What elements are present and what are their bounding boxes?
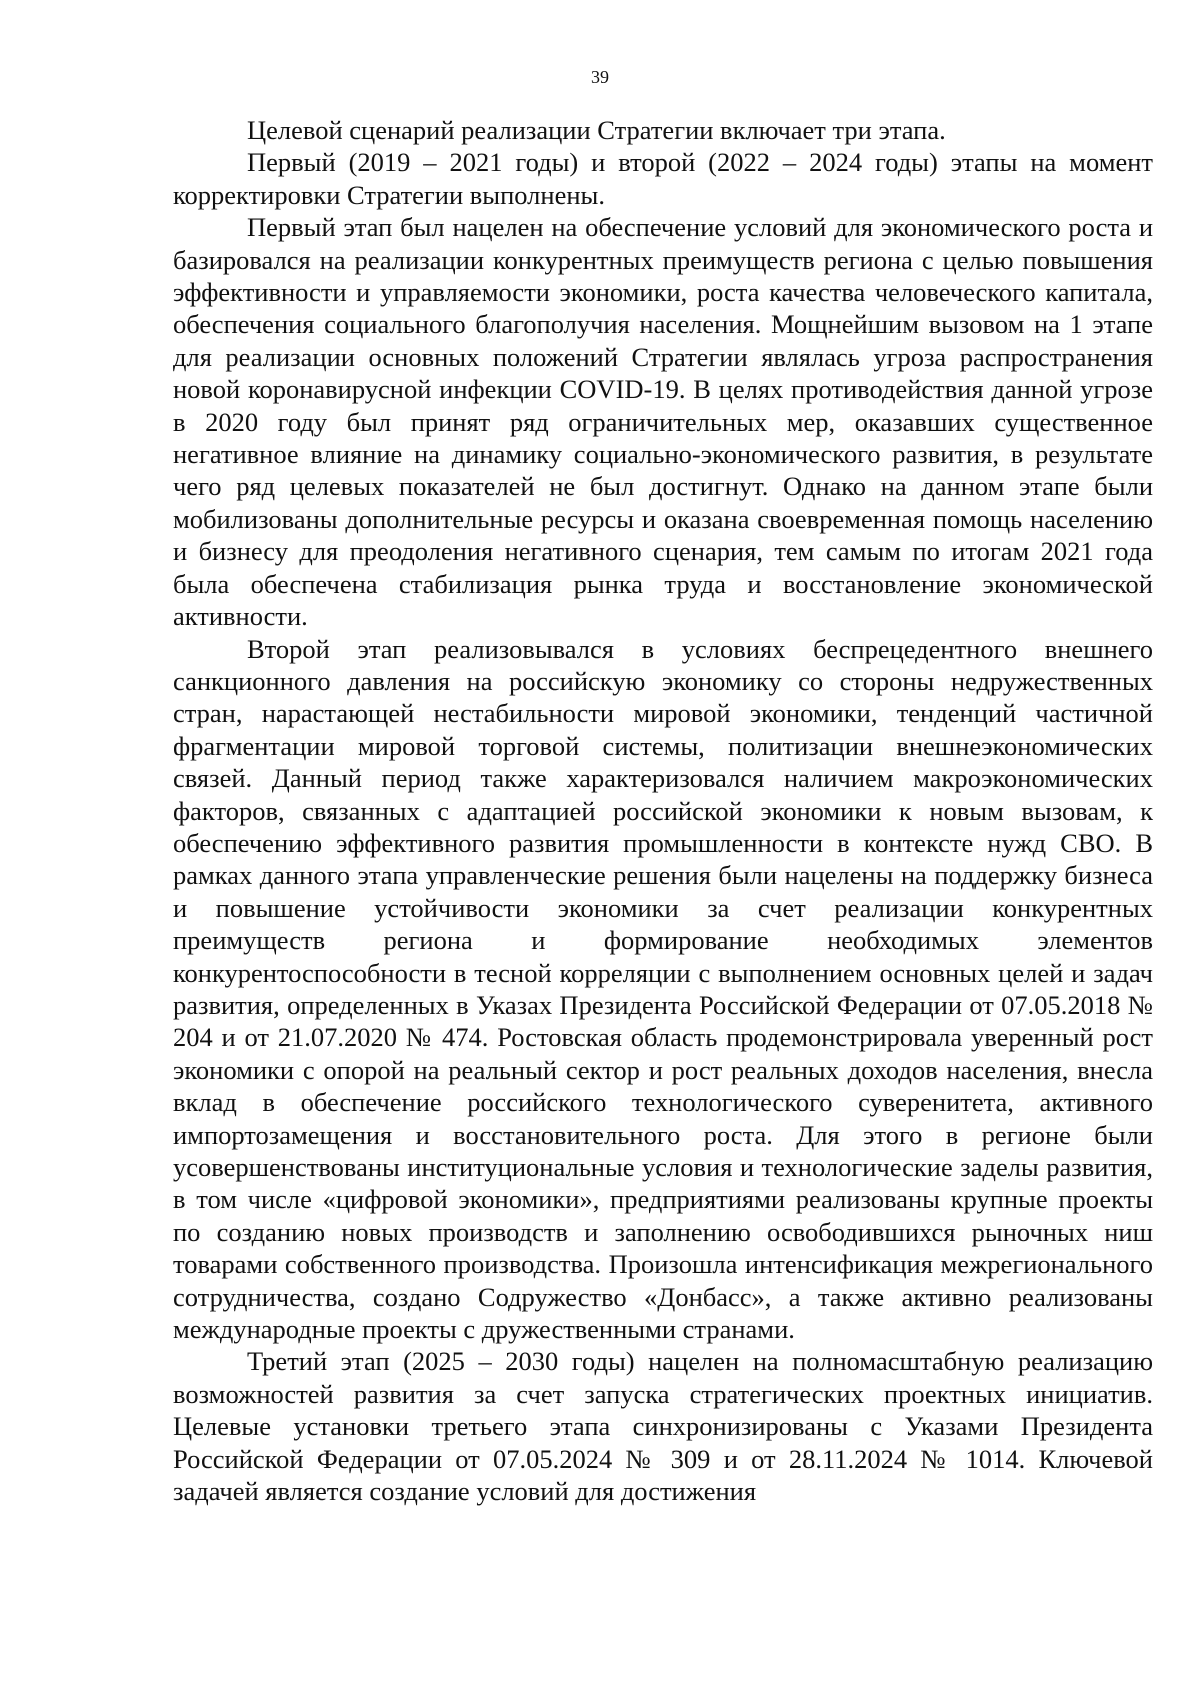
paragraph-third-stage: Третий этап (2025 – 2030 годы) нацелен на полномасштабную реализацию возможностей развития за счет запуска стратегических проектных инициатив. Целевые установки третьего этапа синхронизированы с Указами Президента Российской Федерации от 07.05.2024 № 309 и от 28.11.2024 № 1014. Ключевой задачей является создание условий для достижения (173, 1346, 1153, 1507)
paragraph-stages-completed: Первый (2019 – 2021 годы) и второй (2022 – 2024 годы) этапы на момент корректировки Стратегии выполнены. (173, 147, 1153, 210)
page-number: 39 (591, 67, 609, 87)
paragraph-stages-intro: Целевой сценарий реализации Стратегии включает три этапа. (247, 115, 946, 145)
paragraph-first-stage: Первый этап был нацелен на обеспечение условий для экономического роста и базировался на реализации конкурентных преимуществ региона с целью повышения эффективности и управляемости экономики, роста качества человеческого капитала, обеспечения социального благополучия населения. Мощнейшим вызовом на 1 этапе для реализации основных положений Стратегии являлась угроза распространения новой коронавирусной инфекции COVID-19. В целях противодействия данной угрозе в 2020 году был принят ряд ограничительных мер, оказавших существенное негативное влияние на динамику социально-экономического развития, в результате чего ряд целевых показателей не был достигнут. Однако на данном этапе были мобилизованы дополнительные ресурсы и оказана своевременная помощь населению и бизнесу для преодоления негативного сценария, тем самым по итогам 2021 года была обеспечена стабилизация рынка труда и восстановление экономической активности. (173, 212, 1153, 632)
paragraph-second-stage: Второй этап реализовывался в условиях беспрецедентного внешнего санкционного давления на российскую экономику со стороны недружественных стран, нарастающей нестабильности мировой экономики, тенденций частичной фрагментации мировой торговой системы, политизации внешнеэкономических связей. Данный период также характеризовался наличием макроэкономических факторов, связанных с адаптацией российской экономики к новым вызовам, к обеспечению эффективного развития промышленности в контексте нужд СВО. В рамках данного этапа управленческие решения были нацелены на поддержку бизнеса и повышение устойчивости экономики за счет реализации конкурентных преимуществ региона и формирование необходимых элементов конкурентоспособности в тесной корреляции с выполнением основных целей и задач развития, определенных в Указах Президента Российской Федерации от 07.05.2018 № 204 и от 21.07.2020 № 474. Ростовская область продемонстрировала уверенный рост экономики с опорой на реальный сектор и рост реальных доходов населения, внесла вклад в обеспечение российского технологического суверенитета, активного импортозамещения и восстановительного роста. Для этого в регионе были усовершенствованы институциональные условия и технологические заделы развития, в том числе «цифровой экономики», предприятиями реализованы крупные проекты по созданию новых производств и заполнению освободившихся рыночных ниш товарами собственного производства. Произошла интенсификация межрегионального сотрудничества, создано Содружество «Донбасс», а также активно реализованы международные проекты с дружественными странами. (173, 633, 1153, 1345)
document-body (173, 114, 1153, 1507)
